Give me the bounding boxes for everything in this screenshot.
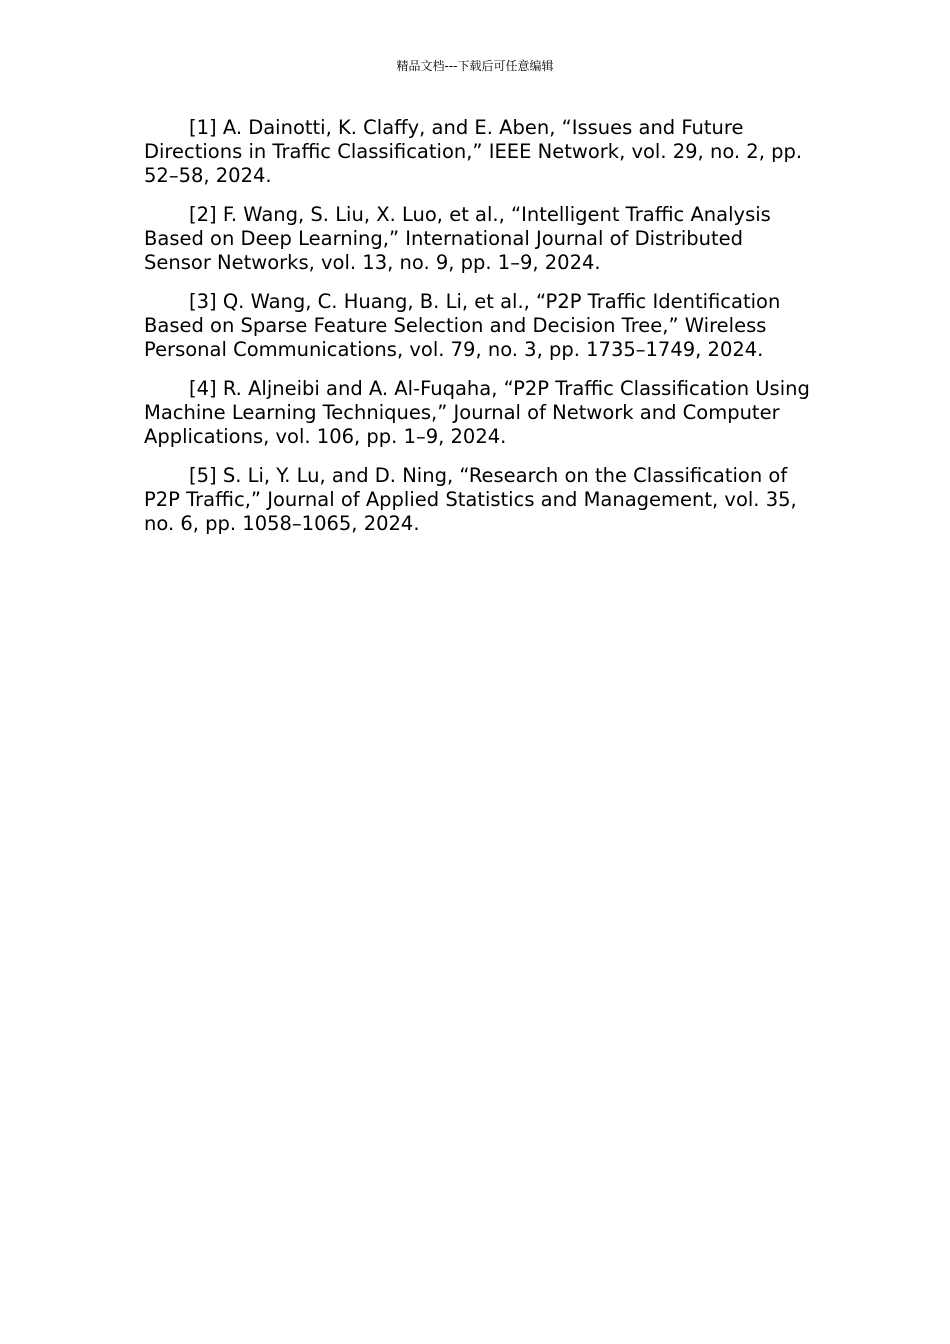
reference-item-4: [4] R. Aljneibi and A. Al-Fuqaha, “P2P Traffic Classification Using Machine Learning Techniques,” Journal of Network and Computer Applications, vol. 106, pp. 1–9, 2024. <box>144 377 810 448</box>
reference-list <box>144 116 812 551</box>
reference-item-5: [5] S. Li, Y. Lu, and D. Ning, “Research on the Classification of P2P Traffic,” Journal of Applied Statistics and Management, vol. 35, no. 6, pp. 1058–1065, 2024. <box>144 464 797 535</box>
reference-item-2: [2] F. Wang, S. Liu, X. Luo, et al., “Intelligent Traffic Analysis Based on Deep Learning,” International Journal of Distributed Sensor Networks, vol. 13, no. 9, pp. 1–9, 2024. <box>144 203 771 274</box>
reference-item-1: [1] A. Dainotti, K. Claffy, and E. Aben, “Issues and Future Directions in Traffic Classification,” IEEE Network, vol. 29, no. 2, pp. 52–58, 2024. <box>144 116 803 187</box>
reference-item-3: [3] Q. Wang, C. Huang, B. Li, et al., “P2P Traffic Identification Based on Sparse Feature Selection and Decision Tree,” Wireless Personal Communications, vol. 79, no. 3, pp. 1735–1749, 2024. <box>144 290 781 361</box>
page-header: 精品文档---下载后可任意编辑 <box>396 59 554 73</box>
